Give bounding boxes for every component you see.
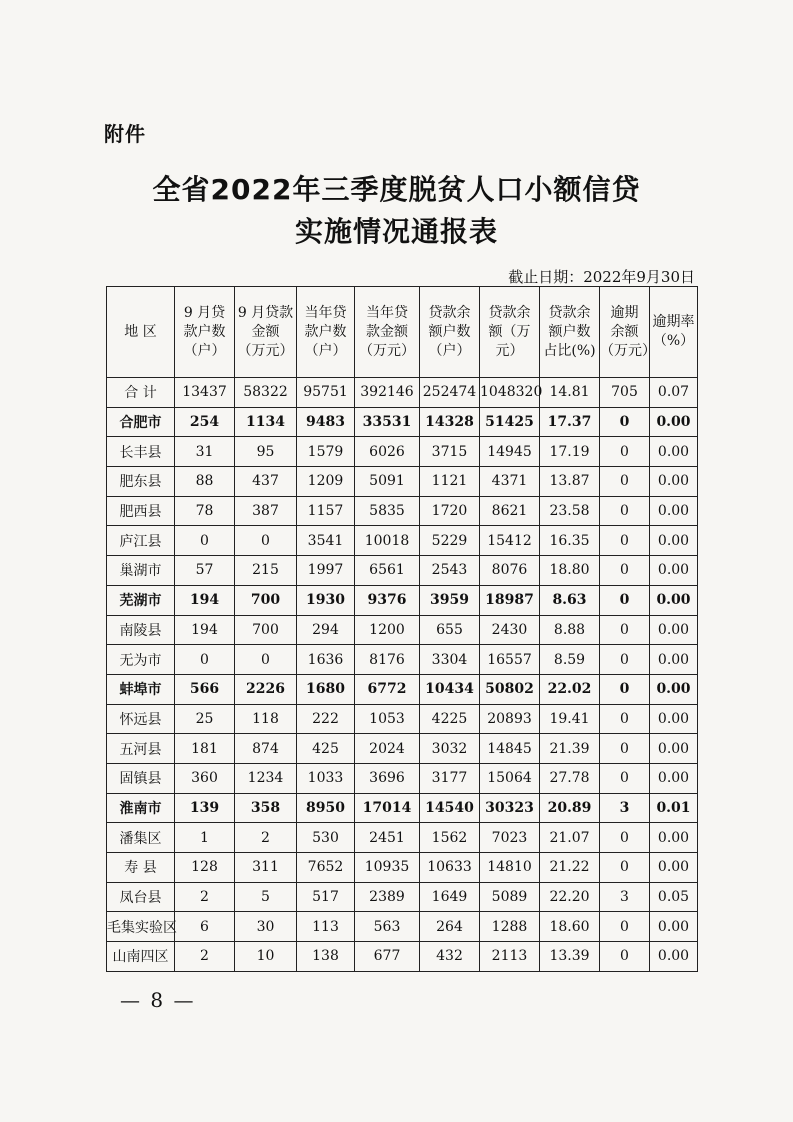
table-row bbox=[107, 853, 698, 883]
value-cell: 2024 bbox=[355, 734, 420, 764]
value-cell: 563 bbox=[355, 912, 420, 942]
column-header bbox=[297, 287, 355, 378]
value-cell: 1649 bbox=[420, 882, 480, 912]
value-cell: 530 bbox=[297, 823, 355, 853]
value-cell: 30 bbox=[235, 912, 297, 942]
value-cell: 1048320 bbox=[480, 378, 540, 408]
value-cell: 1157 bbox=[297, 496, 355, 526]
value-cell: 4225 bbox=[420, 704, 480, 734]
value-cell: 0 bbox=[600, 942, 650, 972]
value-cell: 51425 bbox=[480, 407, 540, 437]
value-cell: 1234 bbox=[235, 763, 297, 793]
value-cell: 392146 bbox=[355, 378, 420, 408]
value-cell: 705 bbox=[600, 378, 650, 408]
value-cell: 874 bbox=[235, 734, 297, 764]
column-header bbox=[107, 287, 175, 378]
value-cell: 1033 bbox=[297, 763, 355, 793]
table-row bbox=[107, 645, 698, 675]
value-cell: 10018 bbox=[355, 526, 420, 556]
column-header-line: （万元） bbox=[359, 342, 415, 359]
column-header-line: （%） bbox=[652, 333, 695, 349]
value-cell: 0.00 bbox=[650, 645, 698, 675]
column-header-line: 金额 bbox=[251, 323, 280, 340]
value-cell: 425 bbox=[297, 734, 355, 764]
value-cell: 19.41 bbox=[540, 704, 600, 734]
table-row bbox=[107, 704, 698, 734]
report-title: 全省2022年三季度脱贫人口小额信贷 bbox=[152, 173, 641, 206]
value-cell: 16557 bbox=[480, 645, 540, 675]
value-cell: 0 bbox=[235, 645, 297, 675]
value-cell: 0.00 bbox=[650, 496, 698, 526]
value-cell: 2226 bbox=[235, 674, 297, 704]
value-cell: 0.00 bbox=[650, 526, 698, 556]
value-cell: 1200 bbox=[355, 615, 420, 645]
value-cell: 215 bbox=[235, 556, 297, 586]
region-cell: 无为市 bbox=[107, 645, 175, 675]
value-cell: 700 bbox=[235, 615, 297, 645]
value-cell: 10633 bbox=[420, 853, 480, 883]
value-cell: 27.78 bbox=[540, 763, 600, 793]
value-cell: 0 bbox=[600, 734, 650, 764]
value-cell: 254 bbox=[175, 407, 235, 437]
value-cell: 3177 bbox=[420, 763, 480, 793]
value-cell: 1562 bbox=[420, 823, 480, 853]
region-cell: 合肥市 bbox=[107, 407, 175, 437]
value-cell: 0.00 bbox=[650, 912, 698, 942]
value-cell: 700 bbox=[235, 585, 297, 615]
column-header-line: 款户数 bbox=[183, 323, 226, 340]
table-row bbox=[107, 437, 698, 467]
value-cell: 1053 bbox=[355, 704, 420, 734]
attachment-label: 附件 bbox=[104, 122, 146, 146]
value-cell: 6 bbox=[175, 912, 235, 942]
value-cell: 14845 bbox=[480, 734, 540, 764]
value-cell: 1636 bbox=[297, 645, 355, 675]
value-cell: 33531 bbox=[355, 407, 420, 437]
value-cell: 0 bbox=[175, 645, 235, 675]
value-cell: 8950 bbox=[297, 793, 355, 823]
region-cell: 长丰县 bbox=[107, 437, 175, 467]
region-cell: 肥东县 bbox=[107, 467, 175, 497]
column-header-line: （户） bbox=[183, 342, 226, 359]
table-body bbox=[107, 378, 698, 972]
region-cell: 庐江县 bbox=[107, 526, 175, 556]
value-cell: 13.87 bbox=[540, 467, 600, 497]
value-cell: 7652 bbox=[297, 853, 355, 883]
table-row bbox=[107, 556, 698, 586]
column-header bbox=[175, 287, 235, 378]
region-cell: 固镇县 bbox=[107, 763, 175, 793]
region-cell: 潘集区 bbox=[107, 823, 175, 853]
value-cell: 3032 bbox=[420, 734, 480, 764]
value-cell: 20.89 bbox=[540, 793, 600, 823]
value-cell: 5229 bbox=[420, 526, 480, 556]
value-cell: 10935 bbox=[355, 853, 420, 883]
column-header-line: 款户数 bbox=[304, 323, 347, 340]
value-cell: 0.00 bbox=[650, 585, 698, 615]
table-row bbox=[107, 467, 698, 497]
column-header-line: 9 月贷款 bbox=[237, 304, 294, 321]
table-header-row bbox=[107, 287, 698, 378]
value-cell: 25 bbox=[175, 704, 235, 734]
value-cell: 18.80 bbox=[540, 556, 600, 586]
value-cell: 88 bbox=[175, 467, 235, 497]
value-cell: 2389 bbox=[355, 882, 420, 912]
page-number: — 8 — bbox=[120, 988, 196, 1012]
column-header bbox=[420, 287, 480, 378]
value-cell: 128 bbox=[175, 853, 235, 883]
value-cell: 17014 bbox=[355, 793, 420, 823]
region-cell: 芜湖市 bbox=[107, 585, 175, 615]
value-cell: 16.35 bbox=[540, 526, 600, 556]
value-cell: 22.02 bbox=[540, 674, 600, 704]
value-cell: 31 bbox=[175, 437, 235, 467]
column-header-line: 元） bbox=[495, 342, 524, 359]
value-cell: 5835 bbox=[355, 496, 420, 526]
region-cell: 巢湖市 bbox=[107, 556, 175, 586]
value-cell: 23.58 bbox=[540, 496, 600, 526]
value-cell: 8.63 bbox=[540, 585, 600, 615]
value-cell: 3304 bbox=[420, 645, 480, 675]
table-row bbox=[107, 585, 698, 615]
value-cell: 0 bbox=[600, 823, 650, 853]
table-row bbox=[107, 615, 698, 645]
column-header-line: （户） bbox=[428, 342, 471, 359]
value-cell: 3715 bbox=[420, 437, 480, 467]
value-cell: 0 bbox=[600, 556, 650, 586]
table-row bbox=[107, 793, 698, 823]
value-cell: 2 bbox=[235, 823, 297, 853]
table-row bbox=[107, 912, 698, 942]
value-cell: 0 bbox=[600, 615, 650, 645]
column-header-line: （万元） bbox=[600, 342, 656, 359]
value-cell: 360 bbox=[175, 763, 235, 793]
value-cell: 0 bbox=[600, 912, 650, 942]
value-cell: 3541 bbox=[297, 526, 355, 556]
report-table bbox=[106, 286, 698, 972]
value-cell: 14.81 bbox=[540, 378, 600, 408]
cutoff-date: 截止日期：2022年9月30日 bbox=[508, 268, 695, 286]
value-cell: 0.00 bbox=[650, 942, 698, 972]
value-cell: 358 bbox=[235, 793, 297, 823]
value-cell: 3959 bbox=[420, 585, 480, 615]
value-cell: 6772 bbox=[355, 674, 420, 704]
value-cell: 3696 bbox=[355, 763, 420, 793]
value-cell: 566 bbox=[175, 674, 235, 704]
value-cell: 5 bbox=[235, 882, 297, 912]
value-cell: 7023 bbox=[480, 823, 540, 853]
region-cell: 肥西县 bbox=[107, 496, 175, 526]
column-header-line: 9 月贷 bbox=[183, 304, 226, 321]
value-cell: 0 bbox=[600, 526, 650, 556]
value-cell: 3 bbox=[600, 882, 650, 912]
column-header-line: 占比(%) bbox=[543, 342, 596, 359]
value-cell: 252474 bbox=[420, 378, 480, 408]
value-cell: 0 bbox=[175, 526, 235, 556]
value-cell: 138 bbox=[297, 942, 355, 972]
value-cell: 0.00 bbox=[650, 437, 698, 467]
value-cell: 0.00 bbox=[650, 853, 698, 883]
value-cell: 10434 bbox=[420, 674, 480, 704]
value-cell: 21.22 bbox=[540, 853, 600, 883]
value-cell: 15412 bbox=[480, 526, 540, 556]
value-cell: 95 bbox=[235, 437, 297, 467]
column-header-line: 逾期率 bbox=[652, 314, 695, 330]
value-cell: 3 bbox=[600, 793, 650, 823]
value-cell: 22.20 bbox=[540, 882, 600, 912]
value-cell: 14945 bbox=[480, 437, 540, 467]
column-header bbox=[600, 287, 656, 378]
value-cell: 0.00 bbox=[650, 407, 698, 437]
report-subtitle: 实施情况通报表 bbox=[294, 215, 498, 248]
value-cell: 14810 bbox=[480, 853, 540, 883]
value-cell: 432 bbox=[420, 942, 480, 972]
value-cell: 5091 bbox=[355, 467, 420, 497]
value-cell: 17.37 bbox=[540, 407, 600, 437]
column-header bbox=[650, 287, 698, 378]
value-cell: 139 bbox=[175, 793, 235, 823]
value-cell: 20893 bbox=[480, 704, 540, 734]
table-row bbox=[107, 674, 698, 704]
column-header-line: 款金额 bbox=[366, 323, 408, 340]
value-cell: 2430 bbox=[480, 615, 540, 645]
region-cell: 山南四区 bbox=[107, 942, 175, 972]
column-header bbox=[480, 287, 540, 378]
value-cell: 1 bbox=[175, 823, 235, 853]
column-header-line: 额户数 bbox=[428, 323, 471, 340]
value-cell: 21.07 bbox=[540, 823, 600, 853]
table-row bbox=[107, 407, 698, 437]
table-row bbox=[107, 882, 698, 912]
column-header-line: 余额 bbox=[610, 323, 639, 340]
value-cell: 1579 bbox=[297, 437, 355, 467]
region-cell: 蚌埠市 bbox=[107, 674, 175, 704]
value-cell: 0.00 bbox=[650, 467, 698, 497]
column-header-line: （户） bbox=[304, 342, 347, 359]
value-cell: 8.59 bbox=[540, 645, 600, 675]
value-cell: 58322 bbox=[235, 378, 297, 408]
value-cell: 0.00 bbox=[650, 763, 698, 793]
value-cell: 2543 bbox=[420, 556, 480, 586]
column-header-line: 贷款余 bbox=[488, 304, 531, 321]
value-cell: 4371 bbox=[480, 467, 540, 497]
value-cell: 15064 bbox=[480, 763, 540, 793]
value-cell: 9376 bbox=[355, 585, 420, 615]
value-cell: 30323 bbox=[480, 793, 540, 823]
table-row bbox=[107, 378, 698, 408]
value-cell: 1134 bbox=[235, 407, 297, 437]
table-row bbox=[107, 823, 698, 853]
value-cell: 0 bbox=[235, 526, 297, 556]
value-cell: 9483 bbox=[297, 407, 355, 437]
value-cell: 8076 bbox=[480, 556, 540, 586]
value-cell: 0 bbox=[600, 853, 650, 883]
value-cell: 18987 bbox=[480, 585, 540, 615]
region-cell: 毛集实验区 bbox=[107, 912, 175, 942]
value-cell: 2451 bbox=[355, 823, 420, 853]
value-cell: 1997 bbox=[297, 556, 355, 586]
value-cell: 1720 bbox=[420, 496, 480, 526]
column-header-line: 地 区 bbox=[124, 323, 157, 340]
value-cell: 0.00 bbox=[650, 734, 698, 764]
value-cell: 181 bbox=[175, 734, 235, 764]
value-cell: 6561 bbox=[355, 556, 420, 586]
value-cell: 0 bbox=[600, 437, 650, 467]
value-cell: 0 bbox=[600, 585, 650, 615]
value-cell: 6026 bbox=[355, 437, 420, 467]
value-cell: 655 bbox=[420, 615, 480, 645]
column-header-line: 贷款余 bbox=[548, 304, 591, 321]
value-cell: 0 bbox=[600, 645, 650, 675]
value-cell: 2 bbox=[175, 942, 235, 972]
value-cell: 0 bbox=[600, 407, 650, 437]
value-cell: 10 bbox=[235, 942, 297, 972]
column-header bbox=[540, 287, 600, 378]
value-cell: 17.19 bbox=[540, 437, 600, 467]
value-cell: 387 bbox=[235, 496, 297, 526]
value-cell: 57 bbox=[175, 556, 235, 586]
value-cell: 50802 bbox=[480, 674, 540, 704]
table-row bbox=[107, 496, 698, 526]
value-cell: 2 bbox=[175, 882, 235, 912]
region-cell: 淮南市 bbox=[107, 793, 175, 823]
value-cell: 0.05 bbox=[650, 882, 698, 912]
value-cell: 13.39 bbox=[540, 942, 600, 972]
value-cell: 0.01 bbox=[650, 793, 698, 823]
value-cell: 95751 bbox=[297, 378, 355, 408]
column-header-line: 当年贷 bbox=[304, 304, 347, 321]
column-header-line: 当年贷 bbox=[366, 304, 408, 321]
value-cell: 0.00 bbox=[650, 704, 698, 734]
value-cell: 194 bbox=[175, 615, 235, 645]
value-cell: 113 bbox=[297, 912, 355, 942]
value-cell: 0.07 bbox=[650, 378, 698, 408]
value-cell: 14540 bbox=[420, 793, 480, 823]
value-cell: 311 bbox=[235, 853, 297, 883]
region-cell: 怀远县 bbox=[107, 704, 175, 734]
column-header bbox=[355, 287, 420, 378]
value-cell: 118 bbox=[235, 704, 297, 734]
value-cell: 0 bbox=[600, 496, 650, 526]
value-cell: 8621 bbox=[480, 496, 540, 526]
value-cell: 8176 bbox=[355, 645, 420, 675]
value-cell: 294 bbox=[297, 615, 355, 645]
value-cell: 222 bbox=[297, 704, 355, 734]
column-header-line: 额（万 bbox=[488, 323, 531, 340]
value-cell: 194 bbox=[175, 585, 235, 615]
value-cell: 1930 bbox=[297, 585, 355, 615]
value-cell: 517 bbox=[297, 882, 355, 912]
column-header-line: 贷款余 bbox=[428, 304, 471, 321]
table-row bbox=[107, 526, 698, 556]
value-cell: 1288 bbox=[480, 912, 540, 942]
value-cell: 78 bbox=[175, 496, 235, 526]
column-header bbox=[235, 287, 297, 378]
column-header-line: （万元） bbox=[237, 342, 294, 359]
value-cell: 0.00 bbox=[650, 615, 698, 645]
value-cell: 5089 bbox=[480, 882, 540, 912]
region-cell: 南陵县 bbox=[107, 615, 175, 645]
region-cell: 合 计 bbox=[107, 378, 175, 408]
value-cell: 437 bbox=[235, 467, 297, 497]
column-header-line: 逾期 bbox=[610, 304, 639, 321]
region-cell: 寿 县 bbox=[107, 853, 175, 883]
table-row bbox=[107, 763, 698, 793]
value-cell: 0.00 bbox=[650, 556, 698, 586]
value-cell: 13437 bbox=[175, 378, 235, 408]
value-cell: 1121 bbox=[420, 467, 480, 497]
value-cell: 264 bbox=[420, 912, 480, 942]
value-cell: 0 bbox=[600, 467, 650, 497]
value-cell: 14328 bbox=[420, 407, 480, 437]
region-cell: 五河县 bbox=[107, 734, 175, 764]
value-cell: 1209 bbox=[297, 467, 355, 497]
value-cell: 0.00 bbox=[650, 674, 698, 704]
value-cell: 0 bbox=[600, 704, 650, 734]
value-cell: 1680 bbox=[297, 674, 355, 704]
value-cell: 0 bbox=[600, 763, 650, 793]
value-cell: 677 bbox=[355, 942, 420, 972]
region-cell: 凤台县 bbox=[107, 882, 175, 912]
value-cell: 18.60 bbox=[540, 912, 600, 942]
table-row bbox=[107, 942, 698, 972]
value-cell: 0 bbox=[600, 674, 650, 704]
value-cell: 0.00 bbox=[650, 823, 698, 853]
column-header-line: 额户数 bbox=[548, 323, 591, 340]
value-cell: 8.88 bbox=[540, 615, 600, 645]
table-row bbox=[107, 734, 698, 764]
value-cell: 2113 bbox=[480, 942, 540, 972]
value-cell: 21.39 bbox=[540, 734, 600, 764]
